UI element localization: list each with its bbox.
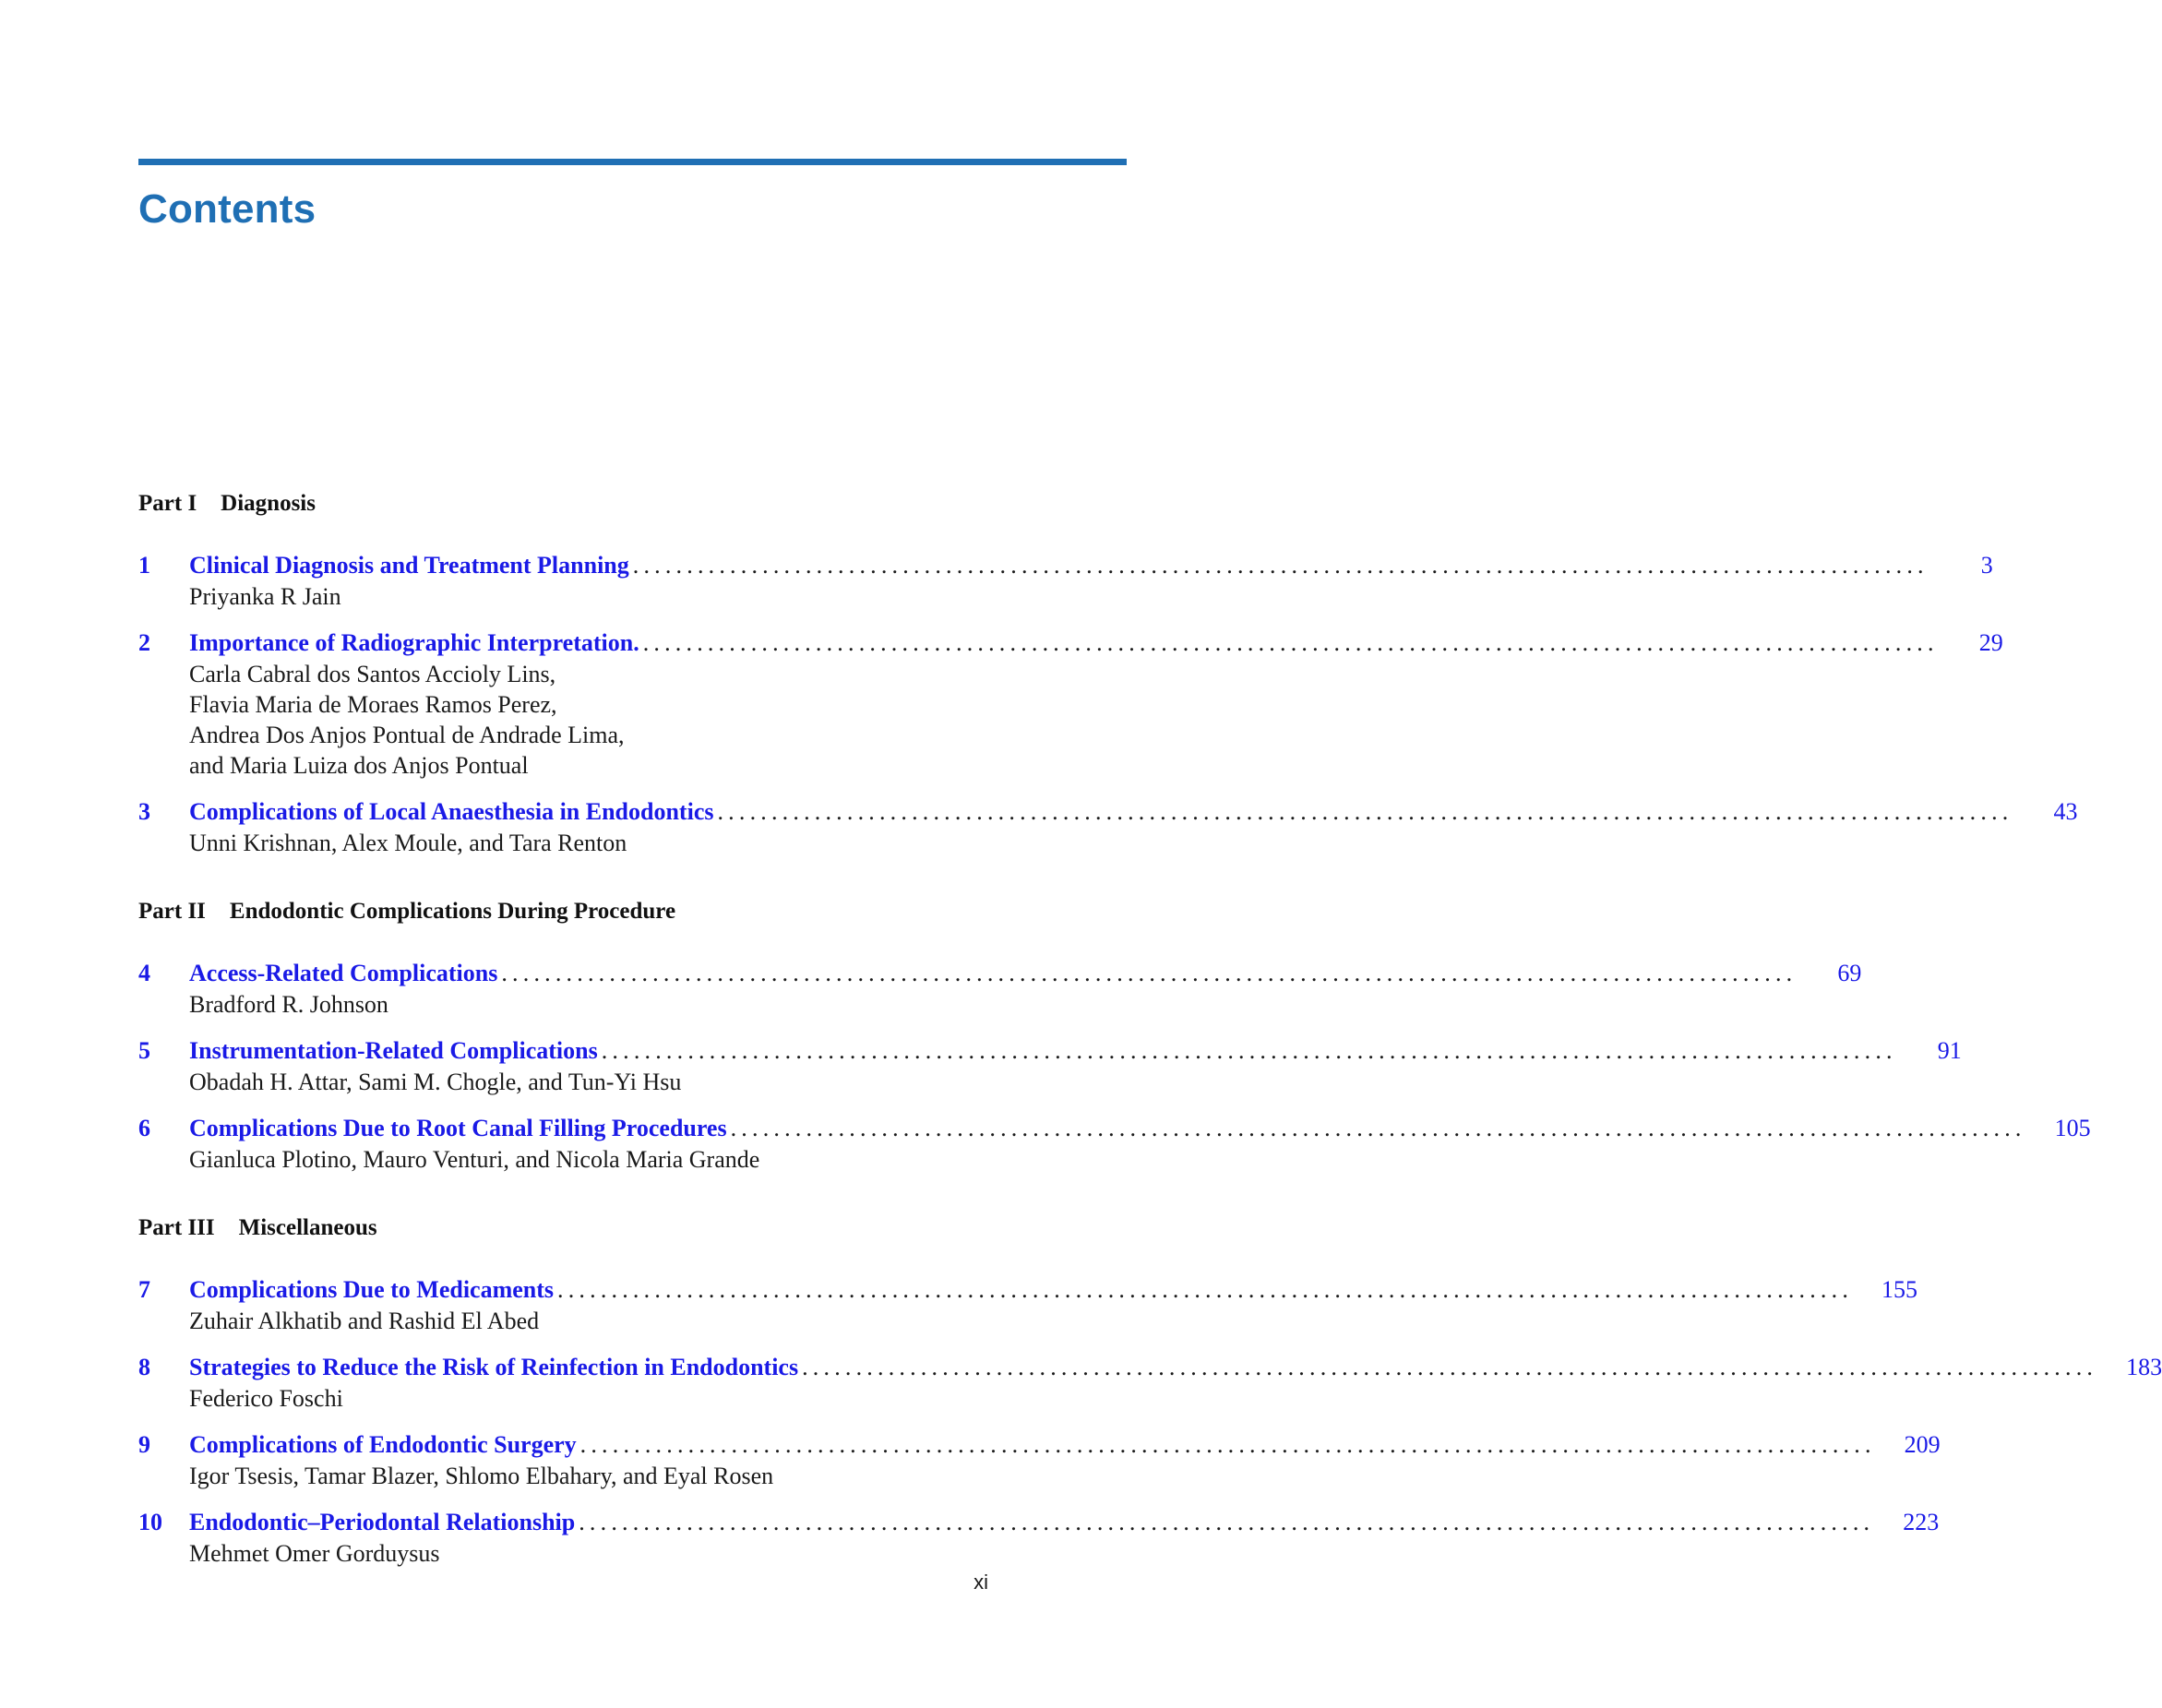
- page-number-link[interactable]: 91: [1937, 1037, 1962, 1064]
- dot-leader: ........................................................................................................................: [579, 1509, 1875, 1535]
- page-folio: xi: [973, 1571, 988, 1594]
- author-line: Mehmet Omer Gorduysus: [189, 1540, 440, 1567]
- chapter-title-link[interactable]: Endodontic–Periodontal Relationship: [189, 1509, 576, 1535]
- author-line: Federico Foschi: [189, 1385, 343, 1412]
- page-number-link[interactable]: 223: [1903, 1509, 1940, 1535]
- toc-entry-3: [138, 796, 2078, 858]
- chapter-title-link[interactable]: Instrumentation-Related Complications: [189, 1037, 598, 1064]
- chapter-authors: [189, 1461, 987, 1491]
- toc-entry-7: [138, 1274, 1918, 1336]
- author-line: Bradford R. Johnson: [189, 991, 388, 1018]
- chapter-title-link[interactable]: Strategies to Reduce the Risk of Reinfection in Endodontics: [189, 1354, 799, 1380]
- chapter-title-link[interactable]: Complications of Endodontic Surgery: [189, 1431, 577, 1458]
- toc-entry-8: [138, 1352, 2162, 1414]
- author-line: Zuhair Alkhatib and Rashid El Abed: [189, 1308, 540, 1334]
- toc-entry-6: [138, 1113, 2091, 1175]
- page-number-link[interactable]: 43: [2053, 798, 2078, 825]
- chapter-number: 7: [138, 1276, 150, 1303]
- toc-entry-2: [138, 627, 2003, 781]
- chapter-number: 1: [138, 552, 150, 579]
- page-number-link[interactable]: 29: [1978, 629, 2003, 656]
- chapter-title-link[interactable]: Complications of Local Anaesthesia in Endodontics: [189, 798, 714, 825]
- page-number-link[interactable]: 183: [2126, 1354, 2162, 1380]
- chapter-authors: [189, 581, 987, 612]
- dot-leader: ........................................................................................................................: [642, 629, 1939, 656]
- toc-entry-5: [138, 1035, 1962, 1097]
- chapter-number: 5: [138, 1037, 150, 1064]
- dot-leader: ........................................................................................................................: [802, 1354, 2098, 1380]
- page-number-link[interactable]: 209: [1904, 1431, 1941, 1458]
- chapter-title-link[interactable]: Complications Due to Medicaments: [189, 1276, 555, 1303]
- dot-leader: ........................................................................................................................: [601, 1037, 1897, 1064]
- dot-leader: ........................................................................................................................: [730, 1115, 2026, 1141]
- chapter-authors: [189, 989, 987, 1020]
- page-number-link[interactable]: 3: [1980, 552, 1993, 579]
- part-heading-2: [138, 897, 987, 926]
- chapter-number: 3: [138, 798, 150, 825]
- toc-entry-4: [138, 958, 1862, 1020]
- part-title: Miscellaneous: [238, 1215, 377, 1240]
- author-line: Andrea Dos Anjos Pontual de Andrade Lima,: [189, 722, 625, 748]
- chapter-authors: [189, 1144, 987, 1175]
- author-line: and Maria Luiza dos Anjos Pontual: [189, 752, 529, 779]
- author-line: Unni Krishnan, Alex Moule, and Tara Renton: [189, 830, 627, 856]
- page-number-link[interactable]: 155: [1881, 1276, 1918, 1303]
- dot-leader: ........................................................................................................................: [632, 552, 1929, 579]
- header-rule: [138, 159, 1127, 165]
- author-line: Carla Cabral dos Santos Accioly Lins,: [189, 661, 556, 687]
- chapter-number: 10: [138, 1509, 162, 1535]
- chapter-number: 6: [138, 1115, 150, 1141]
- chapter-number: 9: [138, 1431, 150, 1458]
- author-line: Gianluca Plotino, Mauro Venturi, and Nicola Maria Grande: [189, 1146, 760, 1173]
- part-heading-1: [138, 489, 987, 519]
- part-title: Endodontic Complications During Procedure: [229, 899, 676, 924]
- part-label: Part II: [138, 899, 206, 924]
- table-of-contents: [138, 489, 2162, 1584]
- chapter-number: 4: [138, 960, 150, 986]
- chapter-title-link[interactable]: Access-Related Complications: [189, 960, 498, 986]
- page-number-link[interactable]: 105: [2054, 1115, 2091, 1141]
- toc-entry-9: [138, 1429, 1941, 1491]
- chapter-title-link[interactable]: Clinical Diagnosis and Treatment Planning: [189, 552, 629, 579]
- dot-leader: ........................................................................................................................: [717, 798, 2013, 825]
- chapter-number: 2: [138, 629, 150, 656]
- page-number-link[interactable]: 69: [1837, 960, 1862, 986]
- author-line: Priyanka R Jain: [189, 583, 341, 610]
- part-label: Part I: [138, 491, 197, 516]
- toc-entry-1: [138, 550, 1993, 612]
- author-line: Obadah H. Attar, Sami M. Chogle, and Tun-Yi Hsu: [189, 1069, 682, 1095]
- dot-leader: ........................................................................................................................: [579, 1431, 1876, 1458]
- author-line: Flavia Maria de Moraes Ramos Perez,: [189, 691, 557, 718]
- chapter-authors: [189, 1306, 987, 1336]
- chapter-authors: [189, 828, 987, 858]
- part-heading-3: [138, 1213, 987, 1243]
- toc-entry-10: [138, 1507, 1940, 1569]
- part-title: Diagnosis: [221, 491, 316, 516]
- chapter-number: 8: [138, 1354, 150, 1380]
- chapter-authors: [189, 1067, 987, 1097]
- page-title: Contents: [138, 186, 317, 232]
- dot-leader: ........................................................................................................................: [557, 1276, 1854, 1303]
- chapter-authors: [189, 1538, 987, 1569]
- dot-leader: ........................................................................................................................: [501, 960, 1798, 986]
- chapter-title-link[interactable]: Importance of Radiographic Interpretation.: [189, 629, 639, 656]
- part-label: Part III: [138, 1215, 215, 1240]
- chapter-authors: [189, 1383, 987, 1414]
- chapter-title-link[interactable]: Complications Due to Root Canal Filling Procedures: [189, 1115, 727, 1141]
- author-line: Igor Tsesis, Tamar Blazer, Shlomo Elbahary, and Eyal Rosen: [189, 1463, 774, 1489]
- chapter-authors: [189, 659, 987, 781]
